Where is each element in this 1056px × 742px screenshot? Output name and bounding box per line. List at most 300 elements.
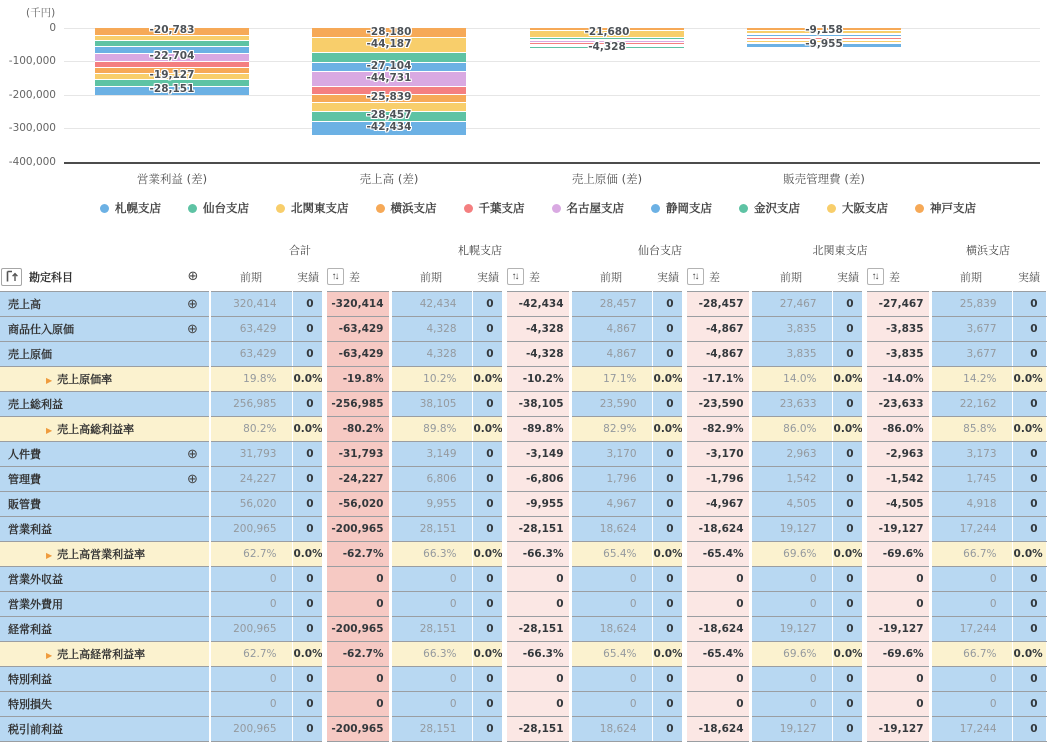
- actual-value: 0: [652, 517, 684, 542]
- row-label: [0, 717, 176, 742]
- expand-cell: [176, 442, 210, 467]
- diff-value: -19,127: [864, 617, 930, 642]
- expand-row-button[interactable]: ⊕: [187, 321, 198, 336]
- y-axis-tick-label: -300,000: [8, 122, 56, 135]
- bar-segment[interactable]: [747, 43, 901, 46]
- prev-period-value: 0: [390, 692, 472, 717]
- expand-cell: [176, 617, 210, 642]
- table-row: [0, 392, 1046, 417]
- actual-value: 0: [652, 592, 684, 617]
- prev-period-value: 14.0%: [750, 367, 832, 392]
- bar-segment[interactable]: [312, 111, 466, 121]
- diff-header: [865, 268, 929, 285]
- diff-value: 0: [684, 592, 750, 617]
- diff-value: 0: [684, 567, 750, 592]
- legend-item-6[interactable]: [651, 200, 712, 216]
- prev-period-value: 66.3%: [390, 542, 472, 567]
- prev-period-value: 2,963: [750, 442, 832, 467]
- legend-dot: [915, 204, 924, 213]
- row-label: [0, 417, 176, 442]
- prev-period-value: 0: [750, 667, 832, 692]
- legend-item-1[interactable]: [188, 200, 249, 216]
- prev-period-value: 0: [390, 567, 472, 592]
- bar-segment[interactable]: [95, 40, 249, 47]
- diff-value: 0: [324, 692, 390, 717]
- actual-value: 0: [1012, 617, 1046, 642]
- expand-row-button[interactable]: ⊕: [187, 296, 198, 311]
- table-row: [0, 342, 1046, 367]
- expand-row-button[interactable]: ⊕: [187, 446, 198, 461]
- expand-cell: [176, 542, 210, 567]
- diff-value: -28,151: [504, 617, 570, 642]
- diff-value: -23,633: [864, 392, 930, 417]
- bar-data-label: -22,704: [149, 49, 195, 62]
- expand-cell: [176, 367, 210, 392]
- actual-value: 0: [652, 667, 684, 692]
- pivot-table-section: [0, 238, 1056, 742]
- expand-cell: [176, 517, 210, 542]
- prev-period-value: 28,151: [390, 717, 472, 742]
- stacked-bar-chart: [0, 0, 1056, 234]
- stacked-bar-1: [312, 25, 466, 135]
- diff-header-label: 差: [349, 270, 360, 284]
- diff-value: -24,227: [324, 467, 390, 492]
- legend-dot: [464, 204, 473, 213]
- actual-value: 0: [292, 467, 324, 492]
- stacked-bar-2: [530, 26, 684, 54]
- legend-item-3[interactable]: [376, 200, 437, 216]
- prev-period-value: 56,020: [210, 492, 292, 517]
- expand-cell: [176, 692, 210, 717]
- row-label: [0, 692, 176, 717]
- table-row: [0, 417, 1046, 442]
- row-label-text: 営業外収益: [8, 573, 63, 586]
- actual-value: 0.0%: [832, 542, 864, 567]
- row-label: [0, 467, 176, 492]
- expand-cell: [176, 392, 210, 417]
- diff-value: 0: [864, 567, 930, 592]
- expand-cell: [176, 467, 210, 492]
- diff-value: -18,624: [684, 517, 750, 542]
- prev-period-header: 前期: [390, 262, 472, 292]
- prev-period-value: 4,867: [570, 317, 652, 342]
- actual-value: 0.0%: [652, 642, 684, 667]
- prev-period-value: 18,624: [570, 717, 652, 742]
- prev-period-value: 0: [930, 692, 1012, 717]
- actual-value: 0: [1012, 717, 1046, 742]
- legend-label: 北関東支店: [291, 201, 349, 215]
- prev-period-value: 0: [570, 567, 652, 592]
- y-axis-tick-label: -100,000: [8, 55, 56, 68]
- bar-segment[interactable]: [312, 71, 466, 86]
- actual-value: 0: [1012, 317, 1046, 342]
- row-label-text: 売上高総利益率: [57, 423, 135, 436]
- prev-period-value: 3,173: [930, 442, 1012, 467]
- actual-value: 0: [652, 692, 684, 717]
- row-label: [0, 292, 176, 317]
- bar-segment[interactable]: [312, 37, 466, 52]
- actual-value: 0.0%: [652, 542, 684, 567]
- diff-value: -63,429: [324, 317, 390, 342]
- prev-period-value: 66.3%: [390, 642, 472, 667]
- legend-label: 神戸支店: [930, 201, 976, 215]
- diff-value: -1,796: [684, 467, 750, 492]
- prev-period-value: 28,151: [390, 517, 472, 542]
- account-header-cell: [0, 262, 176, 292]
- diff-value: -2,963: [864, 442, 930, 467]
- row-label: [0, 492, 176, 517]
- bar-segment[interactable]: [95, 86, 249, 95]
- prev-period-value: 19.8%: [210, 367, 292, 392]
- diff-value: -66.3%: [504, 542, 570, 567]
- actual-value: 0: [652, 567, 684, 592]
- prev-period-value: 63,429: [210, 342, 292, 367]
- legend-label: 千葉支店: [478, 201, 525, 215]
- legend-item-2[interactable]: [276, 200, 349, 216]
- y-axis-tick-label: -200,000: [8, 88, 56, 101]
- sort-button[interactable]: ↑↓: [687, 268, 704, 285]
- actual-value: 0: [1012, 342, 1046, 367]
- actual-value: 0: [1012, 392, 1046, 417]
- diff-value: -65.4%: [684, 542, 750, 567]
- prev-period-value: 4,505: [750, 492, 832, 517]
- diff-value: -320,414: [324, 292, 390, 317]
- prev-period-value: 27,467: [750, 292, 832, 317]
- actual-value: 0: [832, 617, 864, 642]
- row-label-text: 営業外費用: [8, 598, 63, 611]
- actual-value: 0: [472, 442, 504, 467]
- prev-period-value: 0: [570, 592, 652, 617]
- prev-period-value: 9,955: [390, 492, 472, 517]
- bar-data-label: -9,158: [805, 24, 843, 37]
- prev-period-value: 14.2%: [930, 367, 1012, 392]
- bar-segment[interactable]: [312, 28, 466, 37]
- prev-period-header: 前期: [930, 262, 1012, 292]
- bar-segment[interactable]: [312, 121, 466, 135]
- diff-header-label: 差: [529, 270, 540, 284]
- prev-period-value: 4,328: [390, 317, 472, 342]
- actual-value: 0: [292, 692, 324, 717]
- diff-value: -200,965: [324, 517, 390, 542]
- diff-value: -4,505: [864, 492, 930, 517]
- column-group-header: 仙台支店: [570, 238, 750, 262]
- prev-period-value: 320,414: [210, 292, 292, 317]
- actual-value: 0.0%: [1012, 367, 1046, 392]
- diff-value: 0: [864, 592, 930, 617]
- actual-value: 0: [472, 617, 504, 642]
- legend-item-9[interactable]: [915, 200, 976, 216]
- corner-spacer: [0, 238, 210, 262]
- bar-data-label: -25,839: [366, 90, 412, 103]
- prev-period-value: 0: [930, 667, 1012, 692]
- legend-dot: [276, 204, 285, 213]
- row-label: [0, 342, 176, 367]
- expand-cell: [176, 592, 210, 617]
- prev-period-value: 3,835: [750, 342, 832, 367]
- diff-value: -18,624: [684, 717, 750, 742]
- drilldown-icon[interactable]: ▶: [46, 651, 53, 660]
- bar-data-label: -4,328: [588, 41, 626, 54]
- category-label: 営業利益 (差): [136, 172, 208, 186]
- diff-value: -10.2%: [504, 367, 570, 392]
- diff-value: -3,835: [864, 317, 930, 342]
- actual-value: 0: [292, 292, 324, 317]
- actual-value: 0: [292, 567, 324, 592]
- diff-value: -4,867: [684, 317, 750, 342]
- diff-value: -200,965: [324, 617, 390, 642]
- prev-period-value: 86.0%: [750, 417, 832, 442]
- diff-value: -19.8%: [324, 367, 390, 392]
- actual-value: 0: [832, 592, 864, 617]
- sort-button[interactable]: ↑↓: [867, 268, 884, 285]
- expand-all-icon[interactable]: ⊕: [176, 262, 210, 292]
- prev-period-value: 3,170: [570, 442, 652, 467]
- prev-period-value: 65.4%: [570, 542, 652, 567]
- diff-value: -4,867: [684, 342, 750, 367]
- diff-value: -18,624: [684, 617, 750, 642]
- prev-period-value: 38,105: [390, 392, 472, 417]
- legend-label: 横浜支店: [390, 201, 437, 215]
- actual-value: 0: [472, 292, 504, 317]
- prev-period-value: 4,328: [390, 342, 472, 367]
- legend-dot: [739, 204, 748, 213]
- drilldown-icon[interactable]: ▶: [46, 551, 53, 560]
- table-row: [0, 567, 1046, 592]
- prev-period-value: 89.8%: [390, 417, 472, 442]
- row-label-text: 売上高営業利益率: [57, 548, 146, 561]
- actual-value: 0.0%: [652, 417, 684, 442]
- bar-segment[interactable]: [312, 86, 466, 93]
- sort-button[interactable]: ↑↓: [327, 268, 344, 285]
- prev-period-value: 18,624: [570, 617, 652, 642]
- actual-value: 0: [472, 692, 504, 717]
- diff-header-label: 差: [709, 270, 721, 284]
- diff-value: 0: [504, 567, 570, 592]
- actual-value: 0.0%: [292, 417, 324, 442]
- actual-value: 0.0%: [832, 417, 864, 442]
- diff-value: -31,793: [324, 442, 390, 467]
- bar-segment[interactable]: [95, 46, 249, 53]
- diff-value: 0: [864, 667, 930, 692]
- bar-data-label: -44,731: [366, 71, 412, 84]
- legend-item-5[interactable]: [552, 200, 625, 216]
- y-axis-tick-label: -400,000: [8, 155, 56, 168]
- row-label-text: 営業利益: [8, 523, 52, 536]
- bar-data-label: -28,180: [366, 25, 412, 38]
- gridline: [64, 162, 1040, 164]
- actual-value: 0: [292, 592, 324, 617]
- diff-value: 0: [324, 667, 390, 692]
- table-row: [0, 517, 1046, 542]
- actual-header: 実績: [1012, 262, 1046, 292]
- actual-value: 0.0%: [1012, 642, 1046, 667]
- actual-value: 0: [292, 717, 324, 742]
- row-label: [0, 617, 176, 642]
- actual-value: 0: [292, 392, 324, 417]
- bar-data-label: -44,187: [366, 37, 412, 50]
- actual-value: 0: [1012, 592, 1046, 617]
- legend-item-0[interactable]: [100, 200, 161, 216]
- actual-value: 0: [832, 342, 864, 367]
- actual-value: 0: [1012, 692, 1046, 717]
- actual-header: 実績: [292, 262, 324, 292]
- diff-value: -66.3%: [504, 642, 570, 667]
- prev-period-value: 19,127: [750, 517, 832, 542]
- legend-dot: [376, 204, 385, 213]
- row-label: [0, 667, 176, 692]
- bar-segment[interactable]: [95, 61, 249, 68]
- y-axis-unit-label: (千円): [26, 7, 56, 19]
- actual-value: 0: [652, 442, 684, 467]
- bar-data-label: -9,955: [805, 38, 843, 51]
- expand-cell: [176, 342, 210, 367]
- actual-value: 0: [1012, 492, 1046, 517]
- diff-value: -19,127: [864, 717, 930, 742]
- legend-item-8[interactable]: [827, 200, 888, 216]
- prev-period-value: 66.7%: [930, 642, 1012, 667]
- collapse-rows-button[interactable]: [1, 268, 22, 286]
- prev-period-value: 85.8%: [930, 417, 1012, 442]
- prev-period-value: 0: [570, 692, 652, 717]
- prev-period-value: 42,434: [390, 292, 472, 317]
- table-row: [0, 592, 1046, 617]
- diff-value: -3,170: [684, 442, 750, 467]
- diff-value: -200,965: [324, 717, 390, 742]
- actual-value: 0: [832, 692, 864, 717]
- row-label: [0, 367, 176, 392]
- actual-value: 0: [1012, 517, 1046, 542]
- actual-value: 0.0%: [832, 642, 864, 667]
- bar-segment[interactable]: [312, 52, 466, 62]
- prev-period-value: 0: [210, 692, 292, 717]
- table-row: [0, 467, 1046, 492]
- legend-dot: [100, 204, 109, 213]
- actual-value: 0: [292, 617, 324, 642]
- bar-segment[interactable]: [95, 53, 249, 61]
- actual-value: 0.0%: [832, 367, 864, 392]
- prev-period-value: 200,965: [210, 517, 292, 542]
- prev-period-value: 17.1%: [570, 367, 652, 392]
- drilldown-icon[interactable]: ▶: [46, 376, 53, 385]
- diff-value: -17.1%: [684, 367, 750, 392]
- prev-period-value: 17,244: [930, 617, 1012, 642]
- diff-value: -28,457: [684, 292, 750, 317]
- diff-value: -4,967: [684, 492, 750, 517]
- prev-period-value: 25,839: [930, 292, 1012, 317]
- prev-period-value: 10.2%: [390, 367, 472, 392]
- row-label: [0, 542, 176, 567]
- diff-header-cell: [504, 262, 570, 292]
- bar-segment[interactable]: [312, 94, 466, 103]
- diff-value: -69.6%: [864, 542, 930, 567]
- row-label-text: 特別利益: [8, 673, 52, 686]
- diff-value: -4,328: [504, 317, 570, 342]
- bar-segment[interactable]: [530, 48, 684, 49]
- diff-value: -69.6%: [864, 642, 930, 667]
- sort-button[interactable]: ↑↓: [507, 268, 524, 285]
- actual-value: 0: [472, 567, 504, 592]
- bar-data-label: -27,104: [366, 59, 412, 72]
- diff-value: -256,985: [324, 392, 390, 417]
- actual-value: 0.0%: [652, 367, 684, 392]
- prev-period-value: 0: [570, 667, 652, 692]
- actual-value: 0: [832, 492, 864, 517]
- prev-period-value: 3,677: [930, 317, 1012, 342]
- prev-period-value: 6,806: [390, 467, 472, 492]
- actual-value: 0: [652, 492, 684, 517]
- prev-period-value: 1,542: [750, 467, 832, 492]
- bar-segment[interactable]: [312, 102, 466, 111]
- row-label-text: 管理費: [8, 473, 41, 486]
- prev-period-value: 0: [750, 692, 832, 717]
- actual-value: 0: [472, 667, 504, 692]
- table-row: [0, 442, 1046, 467]
- prev-period-value: 23,633: [750, 392, 832, 417]
- diff-header-cell: [864, 262, 930, 292]
- prev-period-value: 4,918: [930, 492, 1012, 517]
- stacked-bar-3: [747, 24, 901, 51]
- legend-dot: [651, 204, 660, 213]
- actual-value: 0: [652, 617, 684, 642]
- row-label-text: 売上総利益: [8, 398, 63, 411]
- prev-period-value: 200,965: [210, 717, 292, 742]
- actual-value: 0: [292, 517, 324, 542]
- column-group-header: 合計: [210, 238, 390, 262]
- actual-value: 0: [292, 492, 324, 517]
- legend-label: 静岡支店: [666, 201, 712, 215]
- diff-header-cell: [684, 262, 750, 292]
- category-label: 売上原価 (差): [571, 172, 643, 186]
- table-row: [0, 617, 1046, 642]
- actual-value: 0: [1012, 567, 1046, 592]
- row-label-text: 特別損失: [8, 698, 52, 711]
- table-row: [0, 492, 1046, 517]
- legend-label: 札幌支店: [115, 201, 161, 215]
- diff-header-label: 差: [889, 270, 901, 284]
- prev-period-header: 前期: [750, 262, 832, 292]
- table-row: [0, 667, 1046, 692]
- expand-row-button[interactable]: ⊕: [187, 471, 198, 486]
- bar-segment[interactable]: [312, 62, 466, 71]
- diff-value: -38,105: [504, 392, 570, 417]
- actual-value: 0: [652, 342, 684, 367]
- prev-period-header: 前期: [570, 262, 652, 292]
- actual-value: 0: [1012, 442, 1046, 467]
- diff-value: -1,542: [864, 467, 930, 492]
- legend-item-4[interactable]: [464, 200, 525, 216]
- column-group-header: 横浜支店: [930, 238, 1046, 262]
- category-label: 販売管理費 (差): [783, 172, 865, 186]
- prev-period-value: 0: [390, 667, 472, 692]
- prev-period-value: 62.7%: [210, 642, 292, 667]
- actual-value: 0.0%: [472, 417, 504, 442]
- diff-value: -86.0%: [864, 417, 930, 442]
- diff-value: -3,149: [504, 442, 570, 467]
- legend-item-7[interactable]: [739, 200, 800, 216]
- bar-segment[interactable]: [530, 30, 684, 37]
- bar-segment[interactable]: [95, 28, 249, 35]
- actual-value: 0: [292, 317, 324, 342]
- diff-value: -82.9%: [684, 417, 750, 442]
- actual-value: 0.0%: [472, 642, 504, 667]
- diff-value: -28,151: [504, 717, 570, 742]
- actual-value: 0.0%: [472, 367, 504, 392]
- drilldown-icon[interactable]: ▶: [46, 426, 53, 435]
- chart-legend: [100, 200, 976, 216]
- row-label-text: 売上原価: [8, 348, 52, 361]
- diff-value: 0: [504, 667, 570, 692]
- table-row: [0, 717, 1046, 742]
